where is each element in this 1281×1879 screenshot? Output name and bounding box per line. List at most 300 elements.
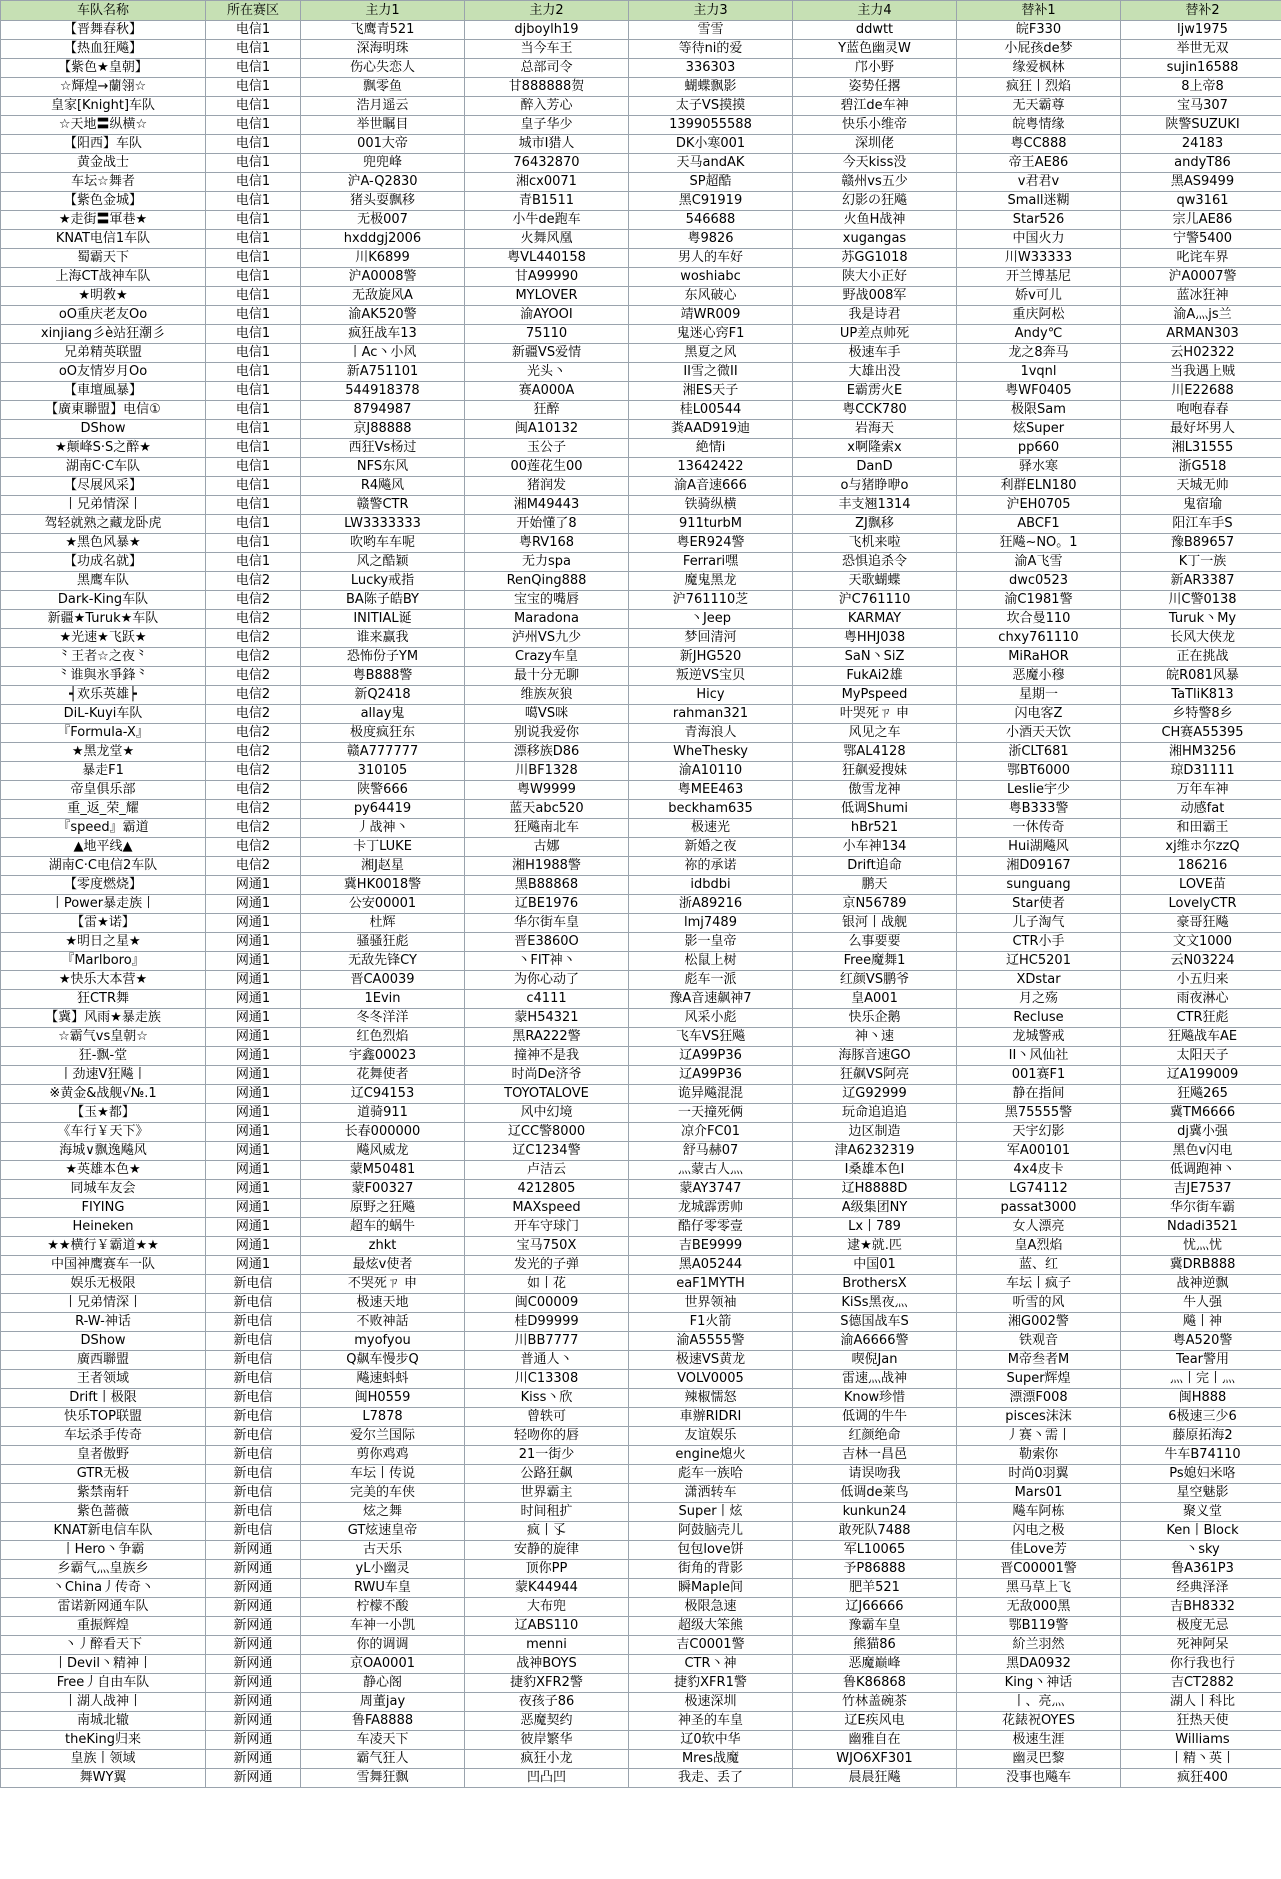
table-row — [1, 78, 1281, 97]
table-row — [1, 1579, 1281, 1598]
main-3-cell: 粤ER924警 — [629, 534, 793, 553]
sub-1-cell: 静在指间 — [957, 1085, 1121, 1104]
main-2-cell: 最十分无聊 — [465, 667, 629, 686]
main-3-cell: 雪雪 — [629, 21, 793, 40]
main-3-cell: 诡异飚混混 — [629, 1085, 793, 1104]
team-name-cell: Drift丨极限 — [1, 1389, 206, 1408]
sub-2-cell: 鬼宿瑜 — [1121, 496, 1281, 515]
main-1-cell: 川K6899 — [301, 249, 465, 268]
main-2-cell: 00莲花生00 — [465, 458, 629, 477]
main-4-cell: 低调Shumi — [793, 800, 957, 819]
main-1-cell: 深海明珠 — [301, 40, 465, 59]
main-3-cell: 13642422 — [629, 458, 793, 477]
sub-1-cell: 缘爱枫林 — [957, 59, 1121, 78]
division-cell: 网通1 — [206, 1028, 301, 1047]
sub-2-cell: 浙G518 — [1121, 458, 1281, 477]
main-4-cell: 风见之车 — [793, 724, 957, 743]
table-row — [1, 705, 1281, 724]
sub-1-cell: 渝A飞雪 — [957, 553, 1121, 572]
main-1-cell: 不哭死ㄗ 申 — [301, 1275, 465, 1294]
main-1-cell: 京OA0001 — [301, 1655, 465, 1674]
team-name-cell: 【热血狂飚】 — [1, 40, 206, 59]
main-3-cell: 1399055588 — [629, 116, 793, 135]
main-4-cell: DanD — [793, 458, 957, 477]
main-3-cell: 吉BE9999 — [629, 1237, 793, 1256]
main-4-cell: 狂飙VS阿亮 — [793, 1066, 957, 1085]
main-4-cell: 狂飙爱搜妹 — [793, 762, 957, 781]
team-name-cell: 上海CT战神车队 — [1, 268, 206, 287]
main-1-cell: 新Q2418 — [301, 686, 465, 705]
sub-1-cell: Mars01 — [957, 1484, 1121, 1503]
main-2-cell: 蒙K44944 — [465, 1579, 629, 1598]
main-4-cell: 红颜VS鹏爷 — [793, 971, 957, 990]
main-1-cell: 花舞使者 — [301, 1066, 465, 1085]
main-2-cell: MYLOVER — [465, 287, 629, 306]
table-row — [1, 211, 1281, 230]
main-4-cell: 岩海天 — [793, 420, 957, 439]
sub-1-cell: 鄂BT6000 — [957, 762, 1121, 781]
main-3-cell: 铁骑纵横 — [629, 496, 793, 515]
division-cell: 网通1 — [206, 1142, 301, 1161]
main-4-cell: KARMAY — [793, 610, 957, 629]
main-1-cell: INITIAL诞 — [301, 610, 465, 629]
table-row — [1, 1693, 1281, 1712]
main-2-cell: 总部司令 — [465, 59, 629, 78]
main-4-cell: 快乐小维帝 — [793, 116, 957, 135]
division-cell: 网通1 — [206, 914, 301, 933]
main-3-cell: 天马andAK — [629, 154, 793, 173]
main-3-cell: 粤9826 — [629, 230, 793, 249]
main-1-cell: 宇鑫00023 — [301, 1047, 465, 1066]
main-1-cell: 谁来赢我 — [301, 629, 465, 648]
main-2-cell: 甘888888贺 — [465, 78, 629, 97]
sub-1-cell: 丨、亮灬 — [957, 1693, 1121, 1712]
sub-1-cell: 炫Super — [957, 420, 1121, 439]
sub-1-cell: Star使者 — [957, 895, 1121, 914]
division-cell: 新电信 — [206, 1408, 301, 1427]
team-name-cell: ★颠峰S·S之醉★ — [1, 439, 206, 458]
main-2-cell: 蒙H54321 — [465, 1009, 629, 1028]
sub-2-cell: 川E22688 — [1121, 382, 1281, 401]
team-name-cell: 皇族丨领域 — [1, 1750, 206, 1769]
sub-2-cell: LOVE苗 — [1121, 876, 1281, 895]
main-1-cell: 杜辉 — [301, 914, 465, 933]
main-1-cell: 伤心失恋人 — [301, 59, 465, 78]
team-name-cell: 紫色蔷薇 — [1, 1503, 206, 1522]
main-1-cell: 赣警CTR — [301, 496, 465, 515]
sub-1-cell: 极限Sam — [957, 401, 1121, 420]
sub-1-cell: 铁观音 — [957, 1332, 1121, 1351]
main-1-cell: zhkt — [301, 1237, 465, 1256]
sub-1-cell: 听雪的风 — [957, 1294, 1121, 1313]
sub-2-cell: 雨夜淋心 — [1121, 990, 1281, 1009]
division-cell: 电信1 — [206, 21, 301, 40]
main-3-cell: 渝A5555警 — [629, 1332, 793, 1351]
main-3-cell: CTR丶神 — [629, 1655, 793, 1674]
main-2-cell: 维族灰狼 — [465, 686, 629, 705]
sub-2-cell: 湘HM3256 — [1121, 743, 1281, 762]
sub-1-cell: CTR小手 — [957, 933, 1121, 952]
main-1-cell: RWU车皇 — [301, 1579, 465, 1598]
team-name-cell: ★黑色风暴★ — [1, 534, 206, 553]
table-row — [1, 724, 1281, 743]
main-4-cell: x啊隆索x — [793, 439, 957, 458]
team-name-cell: 娱乐无极限 — [1, 1275, 206, 1294]
team-name-cell: 丨Devil丶精神丨 — [1, 1655, 206, 1674]
table-row — [1, 1522, 1281, 1541]
team-name-cell: 狂CTR舞 — [1, 990, 206, 1009]
main-4-cell: 丰支翘1314 — [793, 496, 957, 515]
main-4-cell: 银河丨战舰 — [793, 914, 957, 933]
main-3-cell: 风采小彪 — [629, 1009, 793, 1028]
team-name-cell: 中国神鹰赛车一队 — [1, 1256, 206, 1275]
main-3-cell: 粤MEE463 — [629, 781, 793, 800]
main-2-cell: 为你心动了 — [465, 971, 629, 990]
table-row — [1, 1085, 1281, 1104]
main-4-cell: 今天kiss没 — [793, 154, 957, 173]
sub-1-cell: ABCF1 — [957, 515, 1121, 534]
main-4-cell: I桑雄本色I — [793, 1161, 957, 1180]
table-row — [1, 1009, 1281, 1028]
main-1-cell: 沪A0008警 — [301, 268, 465, 287]
main-2-cell: 泸州VS九少 — [465, 629, 629, 648]
main-2-cell: 21一街少 — [465, 1446, 629, 1465]
sub-2-cell: 阳江车手S — [1121, 515, 1281, 534]
main-3-cell: 魔鬼黑龙 — [629, 572, 793, 591]
main-3-cell: 叛逆VS宝贝 — [629, 667, 793, 686]
division-cell: 网通1 — [206, 952, 301, 971]
main-3-cell: woshiabc — [629, 268, 793, 287]
sub-2-cell: 死神阿呆 — [1121, 1636, 1281, 1655]
division-cell: 电信2 — [206, 819, 301, 838]
main-2-cell: 丶FIT神丶 — [465, 952, 629, 971]
table-row — [1, 249, 1281, 268]
sub-2-cell: 长风大侠龙 — [1121, 629, 1281, 648]
main-1-cell: 柠檬不酸 — [301, 1598, 465, 1617]
sub-2-cell: 蓝冰狂神 — [1121, 287, 1281, 306]
main-3-cell: lmj7489 — [629, 914, 793, 933]
main-4-cell: 渝A6666警 — [793, 1332, 957, 1351]
team-name-cell: 丶China丿传奇丶 — [1, 1579, 206, 1598]
main-2-cell: 黑B88868 — [465, 876, 629, 895]
team-name-cell: 廣西聯盟 — [1, 1351, 206, 1370]
sub-2-cell: TaTliK813 — [1121, 686, 1281, 705]
table-row — [1, 800, 1281, 819]
main-1-cell: 爱尔兰国际 — [301, 1427, 465, 1446]
main-4-cell: 么事要要 — [793, 933, 957, 952]
main-3-cell: 友谊娱乐 — [629, 1427, 793, 1446]
sub-2-cell: Ps媳妇米咯 — [1121, 1465, 1281, 1484]
sub-1-cell: dwc0523 — [957, 572, 1121, 591]
sub-1-cell: MiRaHOR — [957, 648, 1121, 667]
sub-1-cell: 时尚0羽翼 — [957, 1465, 1121, 1484]
main-1-cell: yL小幽灵 — [301, 1560, 465, 1579]
division-cell: 电信1 — [206, 439, 301, 458]
table-row — [1, 287, 1281, 306]
main-3-cell: 336303 — [629, 59, 793, 78]
main-2-cell: 川C13308 — [465, 1370, 629, 1389]
main-3-cell: 辽0软中华 — [629, 1731, 793, 1750]
sub-2-cell: 飚丨神 — [1121, 1313, 1281, 1332]
division-cell: 新电信 — [206, 1503, 301, 1522]
division-cell: 电信1 — [206, 325, 301, 344]
main-4-cell: 神丶速 — [793, 1028, 957, 1047]
team-name-cell: 暴走F1 — [1, 762, 206, 781]
sub-2-cell: 万年车神 — [1121, 781, 1281, 800]
sub-1-cell: 狂飚~NO。1 — [957, 534, 1121, 553]
division-cell: 网通1 — [206, 895, 301, 914]
division-cell: 网通1 — [206, 971, 301, 990]
main-3-cell: 极速深圳 — [629, 1693, 793, 1712]
division-cell: 电信2 — [206, 781, 301, 800]
table-row — [1, 1731, 1281, 1750]
sub-1-cell: Andy℃ — [957, 325, 1121, 344]
main-1-cell: 炫之舞 — [301, 1503, 465, 1522]
table-row — [1, 686, 1281, 705]
division-cell: 电信1 — [206, 496, 301, 515]
division-cell: 电信2 — [206, 629, 301, 648]
division-cell: 电信1 — [206, 287, 301, 306]
main-3-cell: 梦回清河 — [629, 629, 793, 648]
main-3-cell: 蝴蝶飘影 — [629, 78, 793, 97]
main-4-cell: 叶哭死ㄗ 申 — [793, 705, 957, 724]
main-1-cell: 无敌旋风A — [301, 287, 465, 306]
table-row — [1, 1237, 1281, 1256]
sub-1-cell: 001赛F1 — [957, 1066, 1121, 1085]
table-row — [1, 1142, 1281, 1161]
sub-2-cell: Williams — [1121, 1731, 1281, 1750]
division-cell: 新电信 — [206, 1370, 301, 1389]
main-2-cell: 狂醉 — [465, 401, 629, 420]
main-4-cell: 鹏天 — [793, 876, 957, 895]
sub-1-cell: 皖粤情缘 — [957, 116, 1121, 135]
sub-2-cell: sujin16588 — [1121, 59, 1281, 78]
main-4-cell: BrothersX — [793, 1275, 957, 1294]
sub-2-cell: 6极速三少6 — [1121, 1408, 1281, 1427]
main-2-cell: 火舞风凰 — [465, 230, 629, 249]
main-1-cell: 最炫v使者 — [301, 1256, 465, 1275]
main-1-cell: py64419 — [301, 800, 465, 819]
team-name-cell: 王者领域 — [1, 1370, 206, 1389]
main-1-cell: 极度疯狂东 — [301, 724, 465, 743]
team-name-cell: 丨湖人战神丨 — [1, 1693, 206, 1712]
team-name-cell: ★明敎★ — [1, 287, 206, 306]
main-1-cell: GT炫速皇帝 — [301, 1522, 465, 1541]
main-3-cell: 鬼迷心窍F1 — [629, 325, 793, 344]
main-3-cell: 极速VS黄龙 — [629, 1351, 793, 1370]
main-1-cell: 无极007 — [301, 211, 465, 230]
main-3-cell: 世界领袖 — [629, 1294, 793, 1313]
table-row — [1, 1446, 1281, 1465]
table-row — [1, 1503, 1281, 1522]
main-3-cell: 一天撞死俩 — [629, 1104, 793, 1123]
team-name-cell: 【玉★都】 — [1, 1104, 206, 1123]
sub-1-cell: 勒索你 — [957, 1446, 1121, 1465]
main-4-cell: 陕大小正好 — [793, 268, 957, 287]
main-2-cell: 世界霸主 — [465, 1484, 629, 1503]
main-1-cell: 沪A-Q2830 — [301, 173, 465, 192]
table-row — [1, 306, 1281, 325]
sub-2-cell: qw3161 — [1121, 192, 1281, 211]
sub-1-cell: 闪电客Z — [957, 705, 1121, 724]
main-1-cell: 古天乐 — [301, 1541, 465, 1560]
main-4-cell: 深圳佬 — [793, 135, 957, 154]
division-cell: 网通1 — [206, 1180, 301, 1199]
main-2-cell: 赛A000A — [465, 382, 629, 401]
main-1-cell: 静心阁 — [301, 1674, 465, 1693]
sub-2-cell: 小五归来 — [1121, 971, 1281, 990]
main-2-cell: menni — [465, 1636, 629, 1655]
sub-1-cell: 飚车阿栋 — [957, 1503, 1121, 1522]
sub-2-cell: 云H02322 — [1121, 344, 1281, 363]
main-3-cell: 龙城霹雳帅 — [629, 1199, 793, 1218]
division-cell: 网通1 — [206, 1237, 301, 1256]
main-1-cell: 丿战神丶 — [301, 819, 465, 838]
main-2-cell: MAXspeed — [465, 1199, 629, 1218]
main-1-cell: 猪头耍飘移 — [301, 192, 465, 211]
main-4-cell: 天歌蝴蝶 — [793, 572, 957, 591]
team-name-cell: 紫禁南轩 — [1, 1484, 206, 1503]
sub-1-cell: Star526 — [957, 211, 1121, 230]
table-row — [1, 439, 1281, 458]
team-name-cell: 【阳西】车队 — [1, 135, 206, 154]
main-4-cell: 幻影の狂飚 — [793, 192, 957, 211]
sub-1-cell: 女人漂亮 — [957, 1218, 1121, 1237]
team-name-cell: 黄金战士 — [1, 154, 206, 173]
table-row — [1, 1123, 1281, 1142]
main-1-cell: 飘零鱼 — [301, 78, 465, 97]
main-3-cell: 辽A99P36 — [629, 1066, 793, 1085]
table-row — [1, 1484, 1281, 1503]
main-2-cell: 战神BOYS — [465, 1655, 629, 1674]
table-row — [1, 914, 1281, 933]
main-1-cell: 闽H0559 — [301, 1389, 465, 1408]
division-cell: 网通1 — [206, 1123, 301, 1142]
main-2-cell: 粤VL440158 — [465, 249, 629, 268]
main-2-cell: 宝宝的嘴唇 — [465, 591, 629, 610]
division-cell: 电信2 — [206, 838, 301, 857]
team-name-cell: 丨劲速V狂飚丨 — [1, 1066, 206, 1085]
main-3-cell: idbdbi — [629, 876, 793, 895]
main-3-cell: 辣椒懦怒 — [629, 1389, 793, 1408]
sub-1-cell: 丿赛丶需丨 — [957, 1427, 1121, 1446]
sub-1-cell: sunguang — [957, 876, 1121, 895]
sub-2-cell: Tear警用 — [1121, 1351, 1281, 1370]
team-name-cell: 舞WY翼 — [1, 1769, 206, 1788]
team-name-cell: 皇者傲野 — [1, 1446, 206, 1465]
division-cell: 新网通 — [206, 1750, 301, 1769]
main-2-cell: 4212805 — [465, 1180, 629, 1199]
main-2-cell: 粤RV168 — [465, 534, 629, 553]
main-1-cell: 冬冬洋洋 — [301, 1009, 465, 1028]
main-2-cell: 安静的旋律 — [465, 1541, 629, 1560]
header-main-1: 主力1 — [301, 1, 465, 21]
main-1-cell: 恐怖份子YM — [301, 648, 465, 667]
division-cell: 电信1 — [206, 363, 301, 382]
table-row — [1, 59, 1281, 78]
main-1-cell: 蒙F00327 — [301, 1180, 465, 1199]
sub-1-cell: 1vqnl — [957, 363, 1121, 382]
division-cell: 新电信 — [206, 1389, 301, 1408]
main-2-cell: 噶VS咪 — [465, 705, 629, 724]
main-2-cell: 皇子华少 — [465, 116, 629, 135]
sub-2-cell: 你行我也行 — [1121, 1655, 1281, 1674]
sub-1-cell: 一休传奇 — [957, 819, 1121, 838]
team-name-cell: ⺀谁與氷爭鋒⺀ — [1, 667, 206, 686]
division-cell: 电信1 — [206, 154, 301, 173]
team-name-cell: 驾轻就熟之藏龙卧虎 — [1, 515, 206, 534]
sub-1-cell: 闪电之极 — [957, 1522, 1121, 1541]
main-3-cell: 新婚之夜 — [629, 838, 793, 857]
main-4-cell: 军L10065 — [793, 1541, 957, 1560]
main-3-cell: 捷豹XFR1警 — [629, 1674, 793, 1693]
division-cell: 电信2 — [206, 572, 301, 591]
sub-2-cell: 当我遇上贼 — [1121, 363, 1281, 382]
main-3-cell: 街角的背影 — [629, 1560, 793, 1579]
main-1-cell: 举世瞩目 — [301, 116, 465, 135]
sub-2-cell: 叱诧车界 — [1121, 249, 1281, 268]
division-cell: 电信1 — [206, 135, 301, 154]
main-3-cell: 911turbM — [629, 515, 793, 534]
sub-2-cell: 藤原拓海2 — [1121, 1427, 1281, 1446]
main-3-cell: 渝A10110 — [629, 762, 793, 781]
division-cell: 新网通 — [206, 1636, 301, 1655]
sub-1-cell: 军A00101 — [957, 1142, 1121, 1161]
sub-2-cell: 鲁A361P3 — [1121, 1560, 1281, 1579]
main-1-cell: NFS东风 — [301, 458, 465, 477]
main-3-cell: Mres战魔 — [629, 1750, 793, 1769]
sub-2-cell: 皖R081风暴 — [1121, 667, 1281, 686]
sub-1-cell: 晋C00001警 — [957, 1560, 1121, 1579]
main-1-cell: 不败神話 — [301, 1313, 465, 1332]
main-3-cell: 酷仔零零壹 — [629, 1218, 793, 1237]
division-cell: 电信2 — [206, 762, 301, 781]
division-cell: 新电信 — [206, 1294, 301, 1313]
main-1-cell: 浩月遥云 — [301, 97, 465, 116]
main-3-cell: Super丨炫 — [629, 1503, 793, 1522]
main-1-cell: allay鬼 — [301, 705, 465, 724]
sub-1-cell: 无敌000黑 — [957, 1598, 1121, 1617]
main-4-cell: Free魔舞1 — [793, 952, 957, 971]
team-name-cell: 车坛杀手传奇 — [1, 1427, 206, 1446]
table-row — [1, 1674, 1281, 1693]
team-name-cell: 新疆★Turuk★车队 — [1, 610, 206, 629]
sub-1-cell: 鄂B119警 — [957, 1617, 1121, 1636]
main-1-cell: 无敌先锋CY — [301, 952, 465, 971]
main-1-cell: 丨Ac丶小风 — [301, 344, 465, 363]
team-name-cell: 【雷★诺】 — [1, 914, 206, 933]
sub-2-cell: 186216 — [1121, 857, 1281, 876]
table-row — [1, 401, 1281, 420]
header-sub-2: 替补2 — [1121, 1, 1281, 21]
main-3-cell: 影一皇帝 — [629, 933, 793, 952]
sub-2-cell: 豫B89657 — [1121, 534, 1281, 553]
division-cell: 电信2 — [206, 591, 301, 610]
sub-2-cell: 吉JE7537 — [1121, 1180, 1281, 1199]
main-1-cell: 粤B888警 — [301, 667, 465, 686]
table-row — [1, 1351, 1281, 1370]
main-2-cell: 漂移族D86 — [465, 743, 629, 762]
main-2-cell: 公路狂飙 — [465, 1465, 629, 1484]
main-1-cell: 渝AK520警 — [301, 306, 465, 325]
main-3-cell: 黑A05244 — [629, 1256, 793, 1275]
table-row — [1, 325, 1281, 344]
division-cell: 新网通 — [206, 1674, 301, 1693]
main-3-cell: 豫A音速飙神7 — [629, 990, 793, 1009]
team-name-cell: 【紫色★皇朝】 — [1, 59, 206, 78]
sub-2-cell: 狂飚战车AE — [1121, 1028, 1281, 1047]
table-row — [1, 40, 1281, 59]
